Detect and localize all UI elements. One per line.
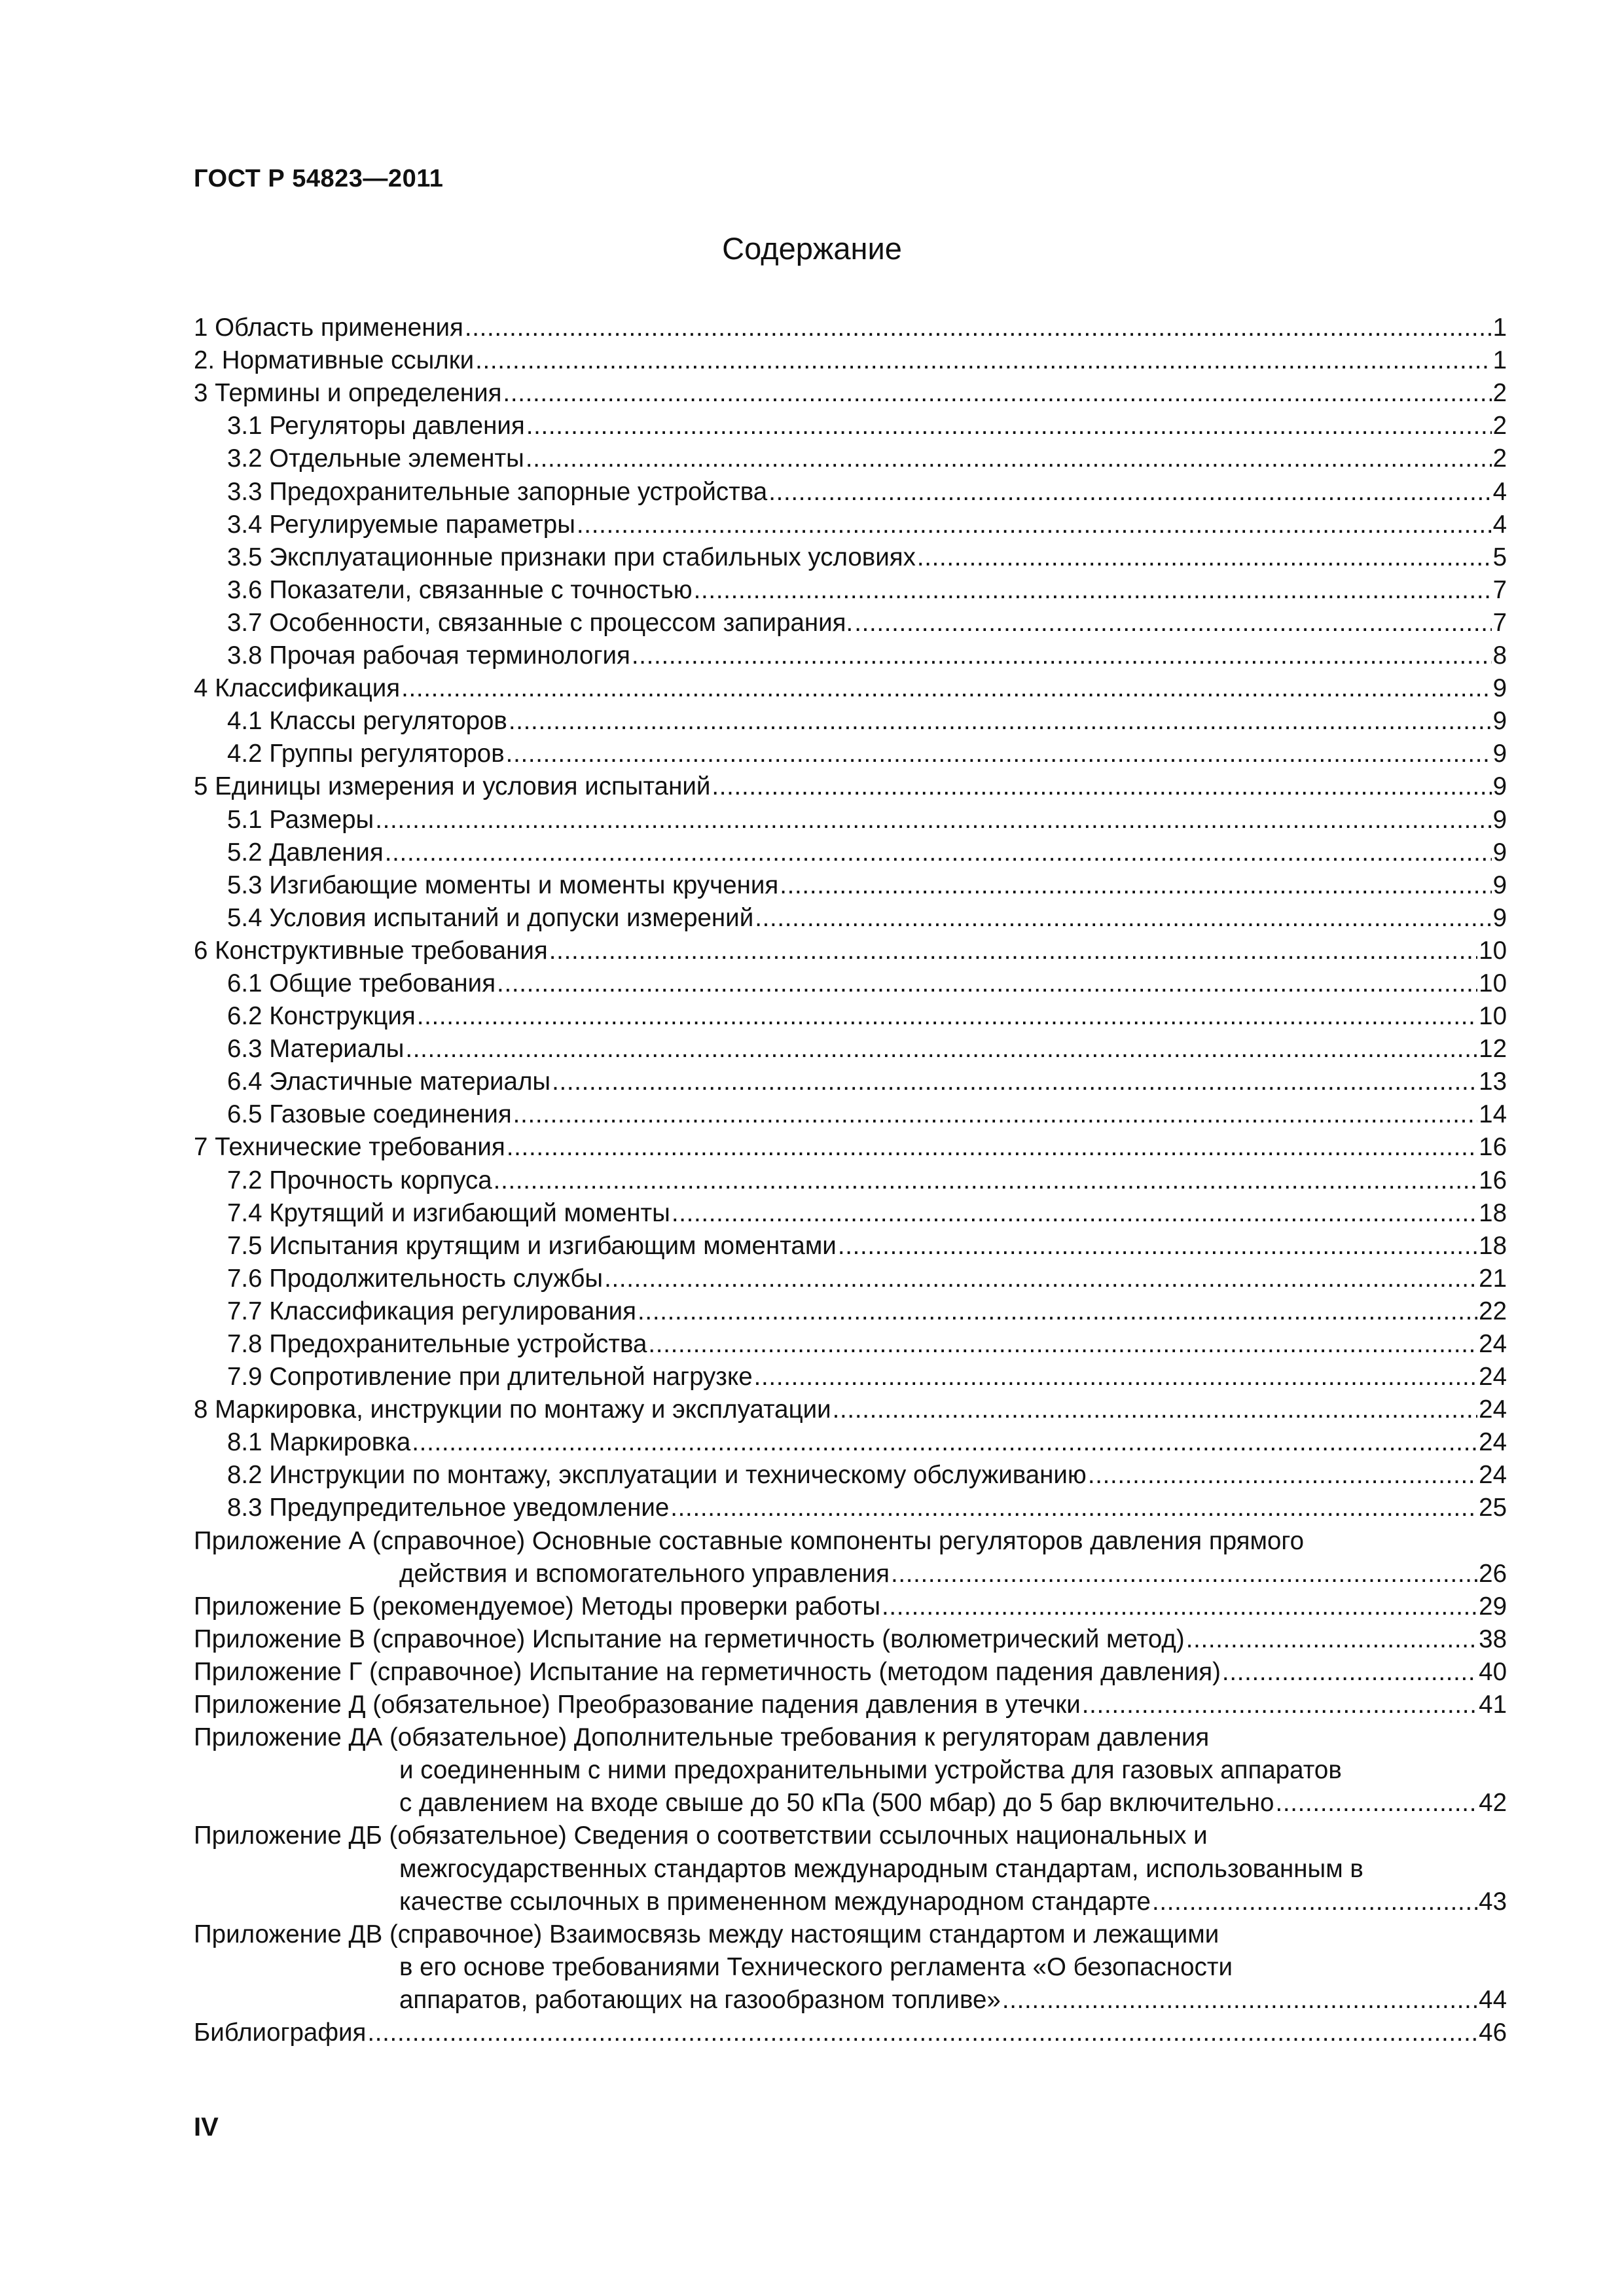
dot-leader xyxy=(526,444,1492,474)
dot-leader xyxy=(1186,1624,1477,1655)
dot-leader xyxy=(412,1427,1477,1458)
dot-leader xyxy=(712,772,1491,802)
toc-entry[interactable] xyxy=(194,966,1507,999)
dot-leader xyxy=(768,477,1491,507)
toc-entry-page: 24 xyxy=(1479,1395,1507,1424)
toc-entry-line xyxy=(194,1753,1507,1785)
toc-entry[interactable] xyxy=(194,1162,1507,1195)
toc-entry-title: и соединенным с ними предохранительными устройства для газовых аппаратов xyxy=(399,1756,1342,1785)
dot-leader xyxy=(1152,1887,1477,1917)
toc-entry-title: действия и вспомогательного управления xyxy=(399,1559,890,1588)
toc-entry[interactable] xyxy=(194,573,1507,605)
toc-entry[interactable] xyxy=(194,736,1507,769)
toc-entry-title: 3 Термины и определения xyxy=(194,379,502,408)
page-number: IV xyxy=(194,2113,219,2142)
toc-entry-title: Приложение ДВ (справочное) Взаимосвязь между настоящим стандартом и лежащими xyxy=(194,1920,1219,1948)
toc-entry[interactable] xyxy=(194,769,1507,802)
toc-entry-title: Приложение Б (рекомендуемое) Методы проверки работы xyxy=(194,1592,880,1621)
toc-appendix[interactable] xyxy=(194,1884,1507,1917)
dot-leader xyxy=(513,1100,1478,1130)
toc-entry[interactable] xyxy=(194,1490,1507,1523)
toc-entry-page: 5 xyxy=(1492,543,1507,571)
toc-entry-page: 14 xyxy=(1479,1100,1507,1129)
toc-entry-title: 3.1 Регуляторы давления xyxy=(227,412,525,440)
toc-entry[interactable] xyxy=(194,1294,1507,1327)
toc-entry[interactable] xyxy=(194,835,1507,868)
toc-entry[interactable] xyxy=(194,1327,1507,1359)
toc-entry[interactable] xyxy=(194,999,1507,1031)
toc-entry-page: 2 xyxy=(1492,379,1507,408)
toc-appendix[interactable] xyxy=(194,1687,1507,1720)
toc-entry-title: 5.3 Изгибающие моменты и моменты кручения xyxy=(227,870,779,899)
dot-leader xyxy=(755,903,1491,933)
toc-entry-page: 9 xyxy=(1492,772,1507,801)
toc-entry-page: 9 xyxy=(1492,674,1507,703)
toc-entry[interactable] xyxy=(194,441,1507,474)
dot-leader xyxy=(854,608,1491,638)
toc-entry-title: Приложение В (справочное) Испытание на герметичность (волюметрический метод) xyxy=(194,1624,1185,1653)
toc-entry-title: Приложение Д (обязательное) Преобразование падения давления в утечки xyxy=(194,1691,1081,1719)
dot-leader xyxy=(549,936,1477,966)
toc-entry-page: 7 xyxy=(1492,608,1507,637)
toc-entry-title: 6.1 Общие требования xyxy=(227,969,496,997)
dot-leader xyxy=(917,543,1492,573)
dot-leader xyxy=(780,870,1491,901)
toc-entry-title: 3.6 Показатели, связанные с точностью xyxy=(227,575,693,604)
toc-entry-page: 12 xyxy=(1479,1035,1507,1064)
toc-entry-page: 2 xyxy=(1492,412,1507,440)
toc-entry-title: Приложение Г (справочное) Испытание на герметичность (методом падения давления) xyxy=(194,1657,1221,1686)
toc-entry-page: 9 xyxy=(1492,707,1507,736)
toc-entry-title: 6 Конструктивные требования xyxy=(194,936,548,965)
toc-entry-title: 7.2 Прочность корпуса xyxy=(227,1166,492,1194)
toc-entry-title: 7.8 Предохранительные устройства xyxy=(227,1330,647,1358)
toc-entry-page: 7 xyxy=(1492,575,1507,604)
toc-entry-title: Библиография xyxy=(194,2018,367,2047)
toc-appendix[interactable] xyxy=(194,1556,1507,1589)
toc-entry[interactable] xyxy=(194,343,1507,376)
toc-entry-line xyxy=(194,1950,1507,1982)
dot-leader xyxy=(552,1067,1477,1097)
toc-entry-line xyxy=(194,1851,1507,1884)
toc-entry-page: 13 xyxy=(1479,1067,1507,1096)
toc-entry[interactable] xyxy=(194,1130,1507,1162)
toc-entry-title: 7.7 Классификация регулирования xyxy=(227,1297,637,1325)
toc-appendix[interactable] xyxy=(194,1655,1507,1687)
toc-entry[interactable] xyxy=(194,605,1507,638)
dot-leader xyxy=(648,1329,1477,1359)
dot-leader xyxy=(1082,1690,1477,1720)
toc-entry[interactable] xyxy=(194,671,1507,704)
toc-entry[interactable] xyxy=(194,1359,1507,1392)
toc-entry-page: 2 xyxy=(1492,444,1507,473)
dot-leader xyxy=(754,1362,1478,1392)
toc-entry-title: 1 Область применения xyxy=(194,314,463,342)
toc-entry[interactable] xyxy=(194,1261,1507,1294)
dot-leader xyxy=(385,838,1492,868)
toc-entry[interactable] xyxy=(194,638,1507,671)
toc-entry-title: 5 Единицы измерения и условия испытаний xyxy=(194,772,711,801)
toc-entry-page: 26 xyxy=(1479,1559,1507,1588)
toc-entry-page: 18 xyxy=(1479,1231,1507,1260)
dot-leader xyxy=(417,1001,1477,1031)
dot-leader xyxy=(577,510,1492,540)
toc-entry-title: 3.3 Предохранительные запорные устройства xyxy=(227,477,768,506)
toc-entry-title: 5.4 Условия испытаний и допуски измерений xyxy=(227,903,754,932)
toc-entry-page: 9 xyxy=(1492,838,1507,867)
dot-leader xyxy=(632,641,1492,671)
toc-entry-title: 4.2 Группы регуляторов xyxy=(227,740,505,768)
toc-entry-title: 7 Технические требования xyxy=(194,1133,505,1162)
dot-leader xyxy=(604,1264,1477,1294)
toc-entry-page: 9 xyxy=(1492,903,1507,932)
toc-entry-page: 24 xyxy=(1479,1330,1507,1358)
toc-entry-title: 8.3 Предупредительное уведомление xyxy=(227,1494,670,1522)
toc-entry-title: 6.5 Газовые соединения xyxy=(227,1100,512,1129)
toc-entry[interactable] xyxy=(194,1031,1507,1064)
dot-leader xyxy=(494,1166,1478,1196)
toc-entry[interactable] xyxy=(194,1425,1507,1458)
dot-leader xyxy=(833,1395,1478,1425)
dot-leader xyxy=(507,1132,1477,1162)
toc-entry-title: Приложение ДА (обязательное) Дополнительные требования к регуляторам давления xyxy=(194,1723,1210,1752)
dot-leader xyxy=(694,575,1492,605)
toc-entry-title: 7.5 Испытания крутящим и изгибающим моментами xyxy=(227,1231,837,1260)
toc-appendix[interactable] xyxy=(194,1622,1507,1655)
toc-entry[interactable] xyxy=(194,474,1507,507)
toc-entry-title: 8 Маркировка, инструкции по монтажу и эксплуатации xyxy=(194,1395,831,1424)
toc-entry-title: 4.1 Классы регуляторов xyxy=(227,707,507,736)
toc-entry[interactable] xyxy=(194,507,1507,540)
toc-entry[interactable] xyxy=(194,540,1507,573)
toc-entry-page: 42 xyxy=(1479,1789,1507,1818)
toc-entry-page: 16 xyxy=(1479,1166,1507,1194)
toc-entry-title: 2. Нормативные ссылки xyxy=(194,346,475,375)
toc-entry-page: 9 xyxy=(1492,805,1507,834)
dot-leader xyxy=(497,969,1477,999)
toc-entry-line xyxy=(194,1523,1507,1556)
toc-entry-title: Приложение А (справочное) Основные составные компоненты регуляторов давления прямого xyxy=(194,1526,1305,1555)
dot-leader xyxy=(526,411,1492,441)
toc-entry-title: 6.4 Эластичные материалы xyxy=(227,1067,551,1096)
toc-entry-page: 40 xyxy=(1479,1657,1507,1686)
toc-appendix[interactable] xyxy=(194,1589,1507,1622)
toc-entry-title: 3.4 Регулируемые параметры xyxy=(227,510,575,539)
toc-entry-page: 10 xyxy=(1479,936,1507,965)
toc-entry-page: 10 xyxy=(1479,1002,1507,1031)
toc-entry-title: 5.2 Давления xyxy=(227,838,384,867)
toc-entry-title: 3.7 Особенности, связанные с процессом запирания. xyxy=(227,608,854,637)
dot-leader xyxy=(509,706,1492,736)
toc-entry-page: 18 xyxy=(1479,1198,1507,1227)
dot-leader xyxy=(465,313,1492,343)
dot-leader xyxy=(1275,1788,1477,1818)
toc-entry-page: 38 xyxy=(1479,1624,1507,1653)
toc-entry-title: 7.6 Продолжительность службы xyxy=(227,1264,604,1293)
toc-entry-title: 7.4 Крутящий и изгибающий моменты xyxy=(227,1198,670,1227)
dot-leader xyxy=(638,1297,1477,1327)
toc-entry-page: 1 xyxy=(1492,346,1507,375)
toc-entry[interactable] xyxy=(194,310,1507,343)
dot-leader xyxy=(1088,1460,1477,1490)
toc-entry-line xyxy=(194,1720,1507,1753)
toc-entry-page: 21 xyxy=(1479,1264,1507,1293)
toc-entry-page: 10 xyxy=(1479,969,1507,997)
toc-entry[interactable] xyxy=(194,1097,1507,1130)
dot-leader xyxy=(401,673,1491,704)
toc-entry-title: 3.8 Прочая рабочая терминология xyxy=(227,641,630,670)
dot-leader xyxy=(503,378,1491,408)
toc-entry-title: качестве ссылочных в примененном международном стандарте xyxy=(399,1887,1151,1916)
toc-entry[interactable] xyxy=(194,1229,1507,1261)
dot-leader xyxy=(838,1231,1477,1261)
toc-title: Содержание xyxy=(722,231,902,266)
dot-leader xyxy=(405,1034,1477,1064)
toc-entry-page: 4 xyxy=(1492,477,1507,506)
toc-entry[interactable] xyxy=(194,1458,1507,1490)
toc-entry-title: 6.2 Конструкция xyxy=(227,1002,416,1031)
toc-bibliography[interactable] xyxy=(194,2015,1507,2048)
toc-entry-page: 41 xyxy=(1479,1691,1507,1719)
toc-entry-title: аппаратов, работающих на газообразном топливе» xyxy=(399,1985,1001,2014)
toc-entry-page: 24 xyxy=(1479,1461,1507,1490)
toc-entry-page: 16 xyxy=(1479,1133,1507,1162)
toc-entry-title: 6.3 Материалы xyxy=(227,1035,405,1064)
dot-leader xyxy=(506,739,1492,769)
dot-leader xyxy=(1222,1657,1477,1687)
toc-entry-title: 8.2 Инструкции по монтажу, эксплуатации и техническому обслуживанию xyxy=(227,1461,1087,1490)
toc-appendix[interactable] xyxy=(194,1982,1507,2015)
toc-entry[interactable] xyxy=(194,376,1507,408)
dot-leader xyxy=(891,1559,1477,1589)
dot-leader xyxy=(367,2018,1477,2048)
toc-appendix[interactable] xyxy=(194,1785,1507,1818)
toc-entry[interactable] xyxy=(194,1196,1507,1229)
toc-entry[interactable] xyxy=(194,1064,1507,1097)
dot-leader xyxy=(672,1198,1477,1229)
toc-entry-line xyxy=(194,1818,1507,1851)
toc-entry-page: 29 xyxy=(1479,1592,1507,1621)
toc-entry-page: 8 xyxy=(1492,641,1507,670)
document-code: ГОСТ Р 54823—2011 xyxy=(194,165,444,192)
toc-entry-title: Приложение ДБ (обязательное) Сведения о соответствии ссылочных национальных и xyxy=(194,1821,1208,1850)
toc-entry-page: 4 xyxy=(1492,510,1507,539)
toc-entry-page: 25 xyxy=(1479,1494,1507,1522)
toc-entry-page: 22 xyxy=(1479,1297,1507,1325)
toc-entry-title: с давлением на входе свыше до 50 кПа (500 мбар) до 5 бар включительно xyxy=(399,1789,1274,1818)
toc-entry[interactable] xyxy=(194,704,1507,736)
toc-entry-title: 4 Классификация xyxy=(194,674,401,703)
toc-entry-page: 24 xyxy=(1479,1428,1507,1457)
toc-entry-title: межгосударственных стандартов международным стандартам, использованным в xyxy=(399,1854,1363,1883)
toc-entry-title: 8.1 Маркировка xyxy=(227,1428,411,1457)
toc-entry-title: в его основе требованиями Технического регламента «О безопасности xyxy=(399,1952,1233,1981)
dot-leader xyxy=(1002,1985,1477,2015)
toc-entry-page: 24 xyxy=(1479,1363,1507,1391)
toc-entry-title: 3.5 Эксплуатационные признаки при стабильных условиях xyxy=(227,543,916,571)
toc-entry[interactable] xyxy=(194,901,1507,933)
dot-leader xyxy=(670,1493,1477,1523)
toc-entry-page: 1 xyxy=(1492,314,1507,342)
toc-entry[interactable] xyxy=(194,933,1507,966)
toc-entry-title: 7.9 Сопротивление при длительной нагрузке xyxy=(227,1363,753,1391)
toc-entry-page: 43 xyxy=(1479,1887,1507,1916)
toc-entry-page: 44 xyxy=(1479,1985,1507,2014)
toc-entry[interactable] xyxy=(194,802,1507,834)
toc-entry-page: 9 xyxy=(1492,740,1507,768)
dot-leader xyxy=(375,805,1491,835)
table-of-contents xyxy=(194,310,1507,2048)
toc-entry-title: 3.2 Отдельные элементы xyxy=(227,444,524,473)
toc-entry[interactable] xyxy=(194,408,1507,441)
toc-entry-line xyxy=(194,1917,1507,1950)
toc-entry[interactable] xyxy=(194,1392,1507,1425)
toc-entry-title: 5.1 Размеры xyxy=(227,805,374,834)
toc-entry[interactable] xyxy=(194,868,1507,901)
toc-entry-page: 9 xyxy=(1492,870,1507,899)
dot-leader xyxy=(475,346,1491,376)
toc-entry-page: 46 xyxy=(1479,2018,1507,2047)
dot-leader xyxy=(882,1592,1477,1622)
